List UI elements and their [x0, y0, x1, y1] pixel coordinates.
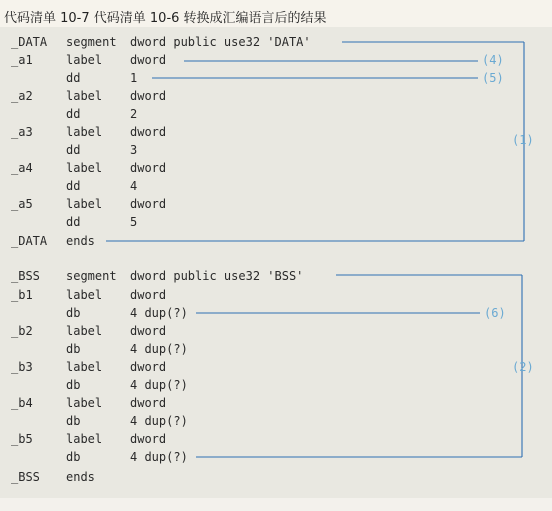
bss-line-2-col3: dword [130, 288, 167, 302]
data-line-1-col3: dword public use32 'DATA' [130, 35, 311, 49]
data-line-8-col2: label [66, 161, 103, 175]
bss-line-5-col2: db [66, 342, 81, 356]
data-line-8-col1: _a4 [11, 161, 33, 175]
data-line-11-col2: dd [66, 215, 81, 229]
bss-line-5-col3: 4 dup(?) [130, 342, 188, 356]
bss-line-2-col2: label [66, 288, 103, 302]
data-line-9-col3: 4 [130, 179, 138, 193]
annotation-5: (5) [482, 71, 504, 85]
bss-line-4-col3: dword [130, 324, 167, 338]
data-line-8-col3: dword [130, 161, 167, 175]
bss-line-4-col1: _b2 [11, 324, 33, 338]
bss-line-10-col1: _b5 [11, 432, 33, 446]
bss-line-3-col2: db [66, 306, 81, 320]
data-line-4-col1: _a2 [11, 89, 33, 103]
bss-line-8-col2: label [66, 396, 103, 410]
annotation-6: (6) [484, 306, 506, 320]
data-line-3-col3: 1 [130, 71, 138, 85]
data-line-2-col3: dword [130, 53, 167, 67]
bss-line-8-col3: dword [130, 396, 167, 410]
bss-line-9-col3: 4 dup(?) [130, 414, 188, 428]
data-line-12-col2: ends [66, 234, 95, 248]
data-line-11-col3: 5 [130, 215, 138, 229]
annotation-1: (1) [512, 133, 534, 147]
page-margin [0, 498, 552, 511]
bss-line-12-col2: ends [66, 470, 95, 484]
bss-line-10-col3: dword [130, 432, 167, 446]
bss-line-1-col2: segment [66, 269, 117, 283]
annotation-2: (2) [512, 360, 534, 374]
bss-line-11-col2: db [66, 450, 81, 464]
data-line-10-col2: label [66, 197, 103, 211]
bss-line-3-col3: 4 dup(?) [130, 306, 188, 320]
data-line-2-col2: label [66, 53, 103, 67]
data-line-7-col3: 3 [130, 143, 138, 157]
bss-line-11-col3: 4 dup(?) [130, 450, 188, 464]
data-line-3-col2: dd [66, 71, 81, 85]
data-line-6-col3: dword [130, 125, 167, 139]
bss-line-12-col1: _BSS [11, 470, 40, 484]
bss-line-7-col2: db [66, 378, 81, 392]
bss-line-6-col3: dword [130, 360, 167, 374]
bss-line-9-col2: db [66, 414, 81, 428]
data-line-2-col1: _a1 [11, 53, 33, 67]
data-line-10-col1: _a5 [11, 197, 33, 211]
data-line-9-col2: dd [66, 179, 81, 193]
bss-line-8-col1: _b4 [11, 396, 33, 410]
bss-line-10-col2: label [66, 432, 103, 446]
data-line-7-col2: dd [66, 143, 81, 157]
listing-caption: 代码清单 10-7 代码清单 10-6 转换成汇编语言后的结果 [4, 11, 327, 26]
bss-line-2-col1: _b1 [11, 288, 33, 302]
bss-line-1-col3: dword public use32 'BSS' [130, 269, 304, 283]
data-line-4-col2: label [66, 89, 103, 103]
bss-line-4-col2: label [66, 324, 103, 338]
data-line-12-col1: _DATA [11, 234, 48, 248]
bss-line-7-col3: 4 dup(?) [130, 378, 188, 392]
data-line-6-col2: label [66, 125, 103, 139]
bss-line-6-col1: _b3 [11, 360, 33, 374]
annotation-4: (4) [482, 53, 504, 67]
data-line-1-col2: segment [66, 35, 117, 49]
data-line-1-col1: _DATA [11, 35, 48, 49]
data-line-5-col2: dd [66, 107, 81, 121]
data-line-6-col1: _a3 [11, 125, 33, 139]
data-line-10-col3: dword [130, 197, 167, 211]
bss-line-6-col2: label [66, 360, 103, 374]
data-line-5-col3: 2 [130, 107, 138, 121]
bss-line-1-col1: _BSS [11, 269, 40, 283]
data-line-4-col3: dword [130, 89, 167, 103]
